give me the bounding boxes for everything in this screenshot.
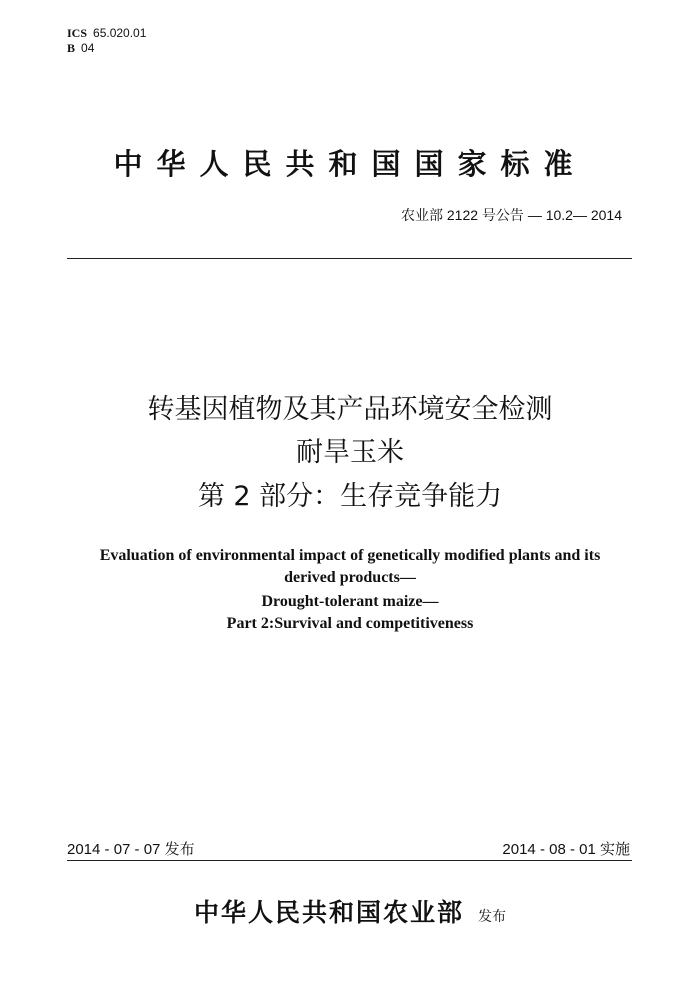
top-divider: [67, 258, 632, 259]
ics-row: [67, 26, 146, 41]
standard-number: 农业部 2122 号公告 — 10.2— 2014: [401, 207, 622, 223]
english-title-line-1: Evaluation of environmental impact of genetically modified plants and its: [99, 547, 601, 564]
chinese-title-line-2: 耐旱玉米: [296, 437, 404, 468]
ccs-code: 04: [81, 41, 95, 55]
english-title-line-4: Part 2:Survival and competitiveness: [226, 615, 474, 632]
classification-codes: [67, 26, 146, 56]
issue-date-value: 2014 - 07 - 07: [67, 841, 161, 858]
issuer-name: 中华人民共和国农业部: [193, 898, 464, 927]
implementation-label: 实施: [599, 841, 630, 858]
ccs-row: [67, 41, 146, 56]
english-title-line-2: derived products—: [284, 569, 416, 586]
english-title-line-3: Drought-tolerant maize—: [261, 593, 439, 610]
chinese-title-line-3: 第 2 部分：生存竞争能力: [197, 481, 503, 512]
implementation-date: [502, 838, 630, 859]
chinese-title-line-1: 转基因植物及其产品环境安全检测: [147, 394, 553, 425]
issuing-authority: [120, 893, 580, 929]
implementation-date-value: 2014 - 08 - 01: [502, 841, 596, 858]
issue-date: [67, 838, 195, 859]
bottom-divider: [67, 860, 632, 861]
standard-type-heading: 中华人民共和国国家标准: [113, 147, 587, 181]
issue-label: 发布: [164, 841, 195, 858]
issuer-action: 发布: [478, 909, 506, 925]
ics-code: 65.020.01: [93, 26, 147, 40]
ics-label: ICS: [67, 26, 88, 40]
ccs-label: B: [67, 41, 76, 55]
